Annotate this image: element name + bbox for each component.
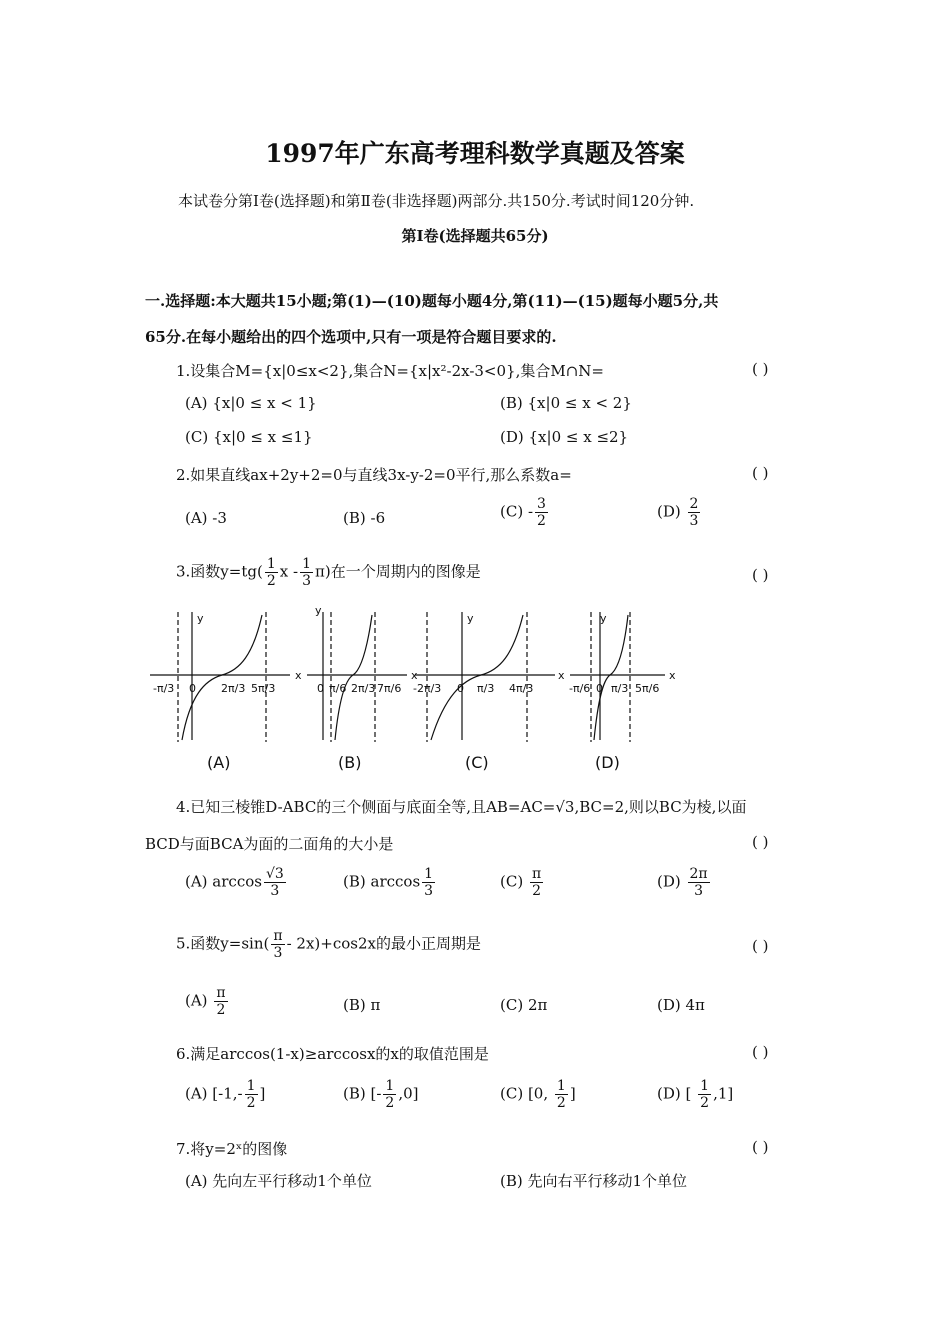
q1-option-b: (B) {x|0 ≤ x < 2} [500, 394, 632, 412]
graph-d-curve [594, 615, 628, 740]
question-3-stem: 3.函数y=tg( $\frac{1}{2}$ x - $\frac{1}{3}$ π)在一个周期内的图像是 [176, 556, 481, 590]
graph-a-curve [182, 615, 262, 740]
graph-d-tick-2: 0 [596, 682, 603, 695]
answer-blank-7: ( ) [752, 1138, 769, 1156]
answer-blank-6: ( ) [752, 1043, 769, 1061]
q6-option-d: (D) [ $\frac{1}{2}$ ,1] [657, 1078, 734, 1112]
graph-b-curve [335, 615, 372, 740]
graph-a-tick-1: -π/3 [153, 682, 175, 695]
graph-a-x-label: x [295, 669, 302, 682]
graph-b-tick-1: 0 [317, 682, 324, 695]
q6-option-b: (B) [- $\frac{1}{2}$ ,0] [343, 1078, 419, 1112]
q5-option-c: (C) 2π [500, 996, 548, 1014]
graph-c-label: (C) [465, 753, 489, 772]
question-2-stem: 2.如果直线ax+2y+2=0与直线3x-y-2=0平行,那么系数a= [176, 466, 572, 484]
graph-c-tick-3: π/3 [477, 682, 495, 695]
q2-option-a: (A) -3 [185, 509, 227, 527]
q6-option-c: (C) [0, $\frac{1}{2}$ ] [500, 1078, 576, 1112]
q2-option-d: (D) $\frac{2}{3}$ [657, 496, 699, 530]
question-6-stem: 6.满足arccos(1-x)≥arccosx的x的取值范围是 [176, 1045, 489, 1063]
graph-d-y-label: y [600, 612, 607, 625]
graph-c-tick-4: 4π/3 [509, 682, 534, 695]
graph-a-tick-2: 0 [189, 682, 196, 695]
question-7-stem: 7.将y=2ˣ的图像 [176, 1140, 288, 1158]
graph-b-tick-2: π/6 [329, 682, 347, 695]
q5-option-a: (A) $\frac{\pi}{2}$ [185, 985, 226, 1019]
q1-option-a: (A) {x|0 ≤ x < 1} [185, 394, 317, 412]
q6-option-a: (A) [-1,- $\frac{1}{2}$ ] [185, 1078, 266, 1112]
q5-option-d: (D) 4π [657, 996, 705, 1014]
q2-option-b: (B) -6 [343, 509, 386, 527]
q1-option-d: (D) {x|0 ≤ x ≤2} [500, 428, 629, 446]
q4-option-a: (A) arccos $\frac{√3}{3}$ [185, 866, 284, 900]
question-4-stem-line1: 4.已知三棱锥D-ABC的三个侧面与底面全等,且AB=AC=√3,BC=2,则以BC为棱,以面 [176, 798, 747, 816]
graph-c-tick-1: -2π/3 [413, 682, 442, 695]
graph-d-x-label: x [669, 669, 676, 682]
graph-a-y-label: y [197, 612, 204, 625]
section-heading-line1: 一.选择题:本大题共15小题;第(1)—(10)题每小题4分,第(11)—(15)题每小题5分,共 [145, 292, 719, 310]
answer-blank-4: ( ) [752, 833, 769, 851]
graph-d-tick-3: π/3 [611, 682, 629, 695]
q1-option-c: (C) {x|0 ≤ x ≤1} [185, 428, 313, 446]
graph-b-tick-4: 7π/6 [377, 682, 402, 695]
q4-option-d: (D) $\frac{2\pi}{3}$ [657, 866, 708, 900]
exam-intro: 本试卷分第Ⅰ卷(选择题)和第Ⅱ卷(非选择题)两部分.共150分.考试时间120分钟. [178, 192, 695, 210]
q4-option-b: (B) arccos $\frac{1}{3}$ [343, 866, 434, 900]
graph-a-label: (A) [207, 753, 231, 772]
graph-a-tick-4: 5π/3 [251, 682, 276, 695]
part-heading: 第Ⅰ卷(选择题共65分) [401, 227, 549, 245]
answer-blank-1: ( ) [752, 360, 769, 378]
graph-c-curve [431, 615, 523, 740]
q3-graphs [145, 600, 685, 780]
graph-d-tick-1: -π/6 [569, 682, 591, 695]
graph-b-x-label: x [411, 669, 418, 682]
graph-d-label: (D) [595, 753, 620, 772]
question-4-stem-line2: BCD与面BCA为面的二面角的大小是 [145, 835, 394, 853]
graph-a-tick-3: 2π/3 [221, 682, 246, 695]
graph-b-y-label: y [315, 604, 322, 617]
page-title: 1997年广东高考理科数学真题及答案 [265, 139, 685, 168]
answer-blank-5: ( ) [752, 937, 769, 955]
q7-option-a: (A) 先向左平行移动1个单位 [185, 1172, 372, 1190]
graph-b-label: (B) [338, 753, 362, 772]
answer-blank-2: ( ) [752, 464, 769, 482]
q2-option-c: (C) - $\frac{3}{2}$ [500, 496, 546, 530]
graph-c-tick-2: 0 [457, 682, 464, 695]
q5-option-b: (B) π [343, 996, 381, 1014]
question-1-stem: 1.设集合M={x|0≤x<2},集合N={x|x²-2x-3<0},集合M∩N= [176, 362, 604, 380]
graph-c-y-label: y [467, 612, 474, 625]
section-heading-line2: 65分.在每小题给出的四个选项中,只有一项是符合题目要求的. [145, 328, 557, 346]
question-5-stem: 5.函数y=sin( $\frac{\pi}{3}$ - 2x)+cos2x的最小正周期是 [176, 928, 481, 962]
q7-option-b: (B) 先向右平行移动1个单位 [500, 1172, 688, 1190]
graph-d-tick-4: 5π/6 [635, 682, 660, 695]
graph-b-tick-3: 2π/3 [351, 682, 376, 695]
answer-blank-3: ( ) [752, 566, 769, 584]
graph-c-x-label: x [558, 669, 565, 682]
q4-option-c: (C) $\frac{\pi}{2}$ [500, 866, 542, 900]
